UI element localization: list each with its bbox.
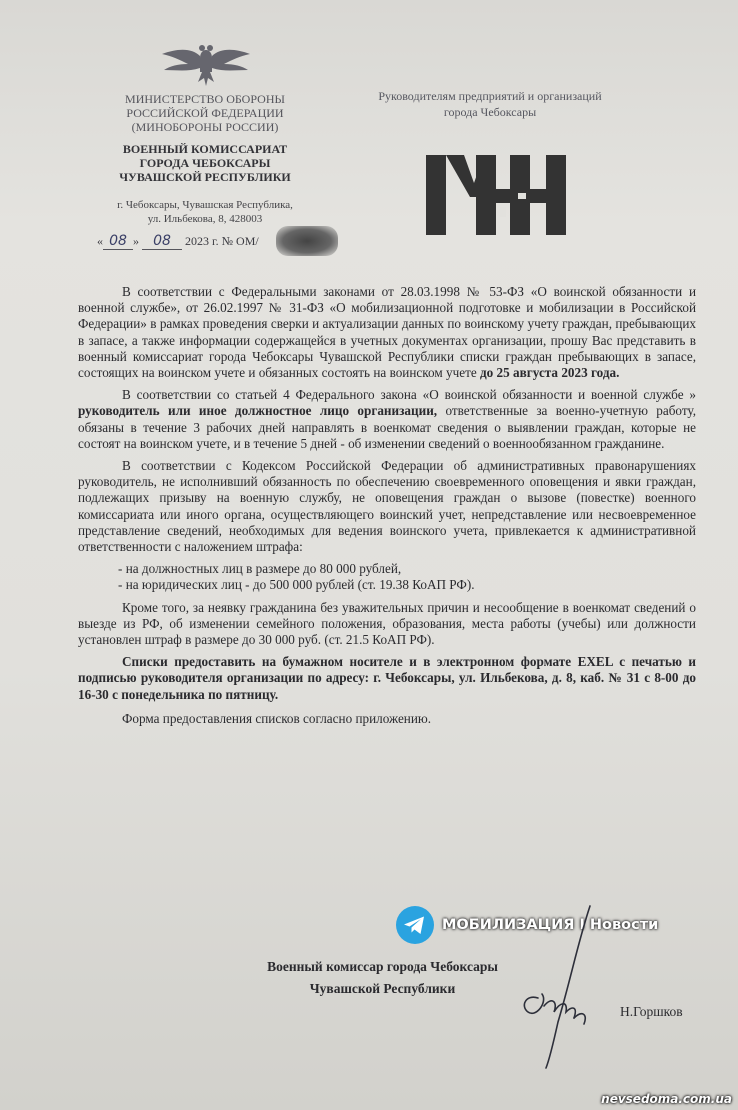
paragraph-law-end: ответственные за военно-учетную работу, обязаны в течение 3 рабочих дней направлять в военкомат сведения о выявлении граждан, которые не состоят на воинском учете, и в течение 5 дней - об изменении сведений о военнообязанном гражданине. [78,403,696,451]
paragraph-form-attachment: Форма предоставления списков согласно приложению. [122,710,432,726]
number-label: № ОМ/ [221,234,259,248]
fine-officials: - на должностных лиц в размере до 80 000 рублей, [118,561,402,577]
paragraph-failure-to-appear: Кроме того, за неявку гражданина без уважительных причин и несообщение в военкомат сведений о выезде из РФ, об изменении семейного положения, образования, места работы (учебы) или должности установлен штраф в размере до 30 000 руб. (ст. 21.5 КоАП РФ). [78,599,696,648]
ministry-line: МИНИСТЕРСТВО ОБОРОНЫ [125,92,285,106]
recipient-line: города Чебоксары [443,105,537,119]
date-year: 2023 г. [185,234,219,248]
signer-title [210,956,555,1000]
telegram-channel-name: МОБИЛИЗАЦИЯ I Новости [442,917,659,933]
paragraph-request-text: В соответствии с Федеральными законами от 28.03.1998 № 53-ФЗ «О воинской обязанности и военной службе», от 26.02.1997 № 31-ФЗ «О мобилизационной подготовке и мобилизации в Российской Федерации» в рамках проведения сверки и актуализации данных по воинскому учету граждан, пребывающих в запасе, а также информации содержащейся в учетных документах организации, прошу Вас представить в военный комиссариат города Чебоксары Чувашской Республики списки граждан пребывающих в запасе, состоящих на воинском учете и обязанных состоять на воинском учете [78,284,696,381]
address-line: г. Чебоксары, Чувашская Республика, [117,199,293,211]
signer-name: Н.Горшков [620,1004,683,1019]
address-line: ул. Ильбекова, 8, 428003 [147,213,263,225]
ministry-line: РОССИЙСКОЙ ФЕДЕРАЦИИ [126,106,284,120]
date-month: 08 [142,233,182,250]
commissariat-heading [90,142,320,184]
double-headed-eagle-emblem-icon [158,42,254,88]
site-watermark: nevsedoma.com.ua [601,1092,732,1106]
paragraph-law-start: В соответствии со статьей 4 Федерального закона «О воинской обязанности и военной службе » [122,387,696,403]
recipient-line: Руководителям предприятий и организаций [378,89,602,103]
paragraph-law-article-4 [78,387,696,452]
date-day: 08 [103,233,133,250]
ministry-line: (МИНОБОРОНЫ РОССИИ) [131,120,279,134]
commissariat-line: ГОРОДА ЧЕБОКСАРЫ [139,156,271,170]
handwritten-signature-icon [508,902,628,1072]
recipient-block [330,88,650,120]
paragraph-administrative-code: В соответствии с Кодексом Российской Федерации об административных правонарушениях руководитель, не исполнивший обязанность по обеспечению своевременного оповещения и явки граждан, подлежащих призыву на военную службу, не оповещения граждан о вызове (повестке) военного комиссариата или иного органа, осуществляющего воинский учет, непредставление или несвоевременное представление сведений, необходимых для ведения воинского учета, привлекается к административной ответственности с наложением штрафа: [78,458,696,555]
commissariat-line: ВОЕННЫЙ КОМИССАРИАТ [122,142,288,156]
letter-body [78,284,696,733]
redacted-number-blur [276,226,338,256]
mn-logo-icon [426,155,566,235]
commissariat-line: ЧУВАШСКОЙ РЕСПУБЛИКИ [119,170,291,184]
ministry-heading [100,92,310,134]
outgoing-number [97,233,259,250]
telegram-icon [396,906,434,944]
paragraph-submission-instructions: Списки предоставить на бумажном носителе и в электронном формате EXEL с печатью и подписью руководителя организации по адресу: г. Чебоксары, ул. Ильбекова, д. 8, каб. № 31 с 8-00 до 16-30 с понедельника по пятницу. [78,654,696,702]
signer-title-line: Военный комиссар города Чебоксары [267,959,498,974]
date-open-quote: « [97,234,103,248]
paragraph-request [78,284,696,381]
sender-address [90,198,320,226]
responsible-person-text: руководитель или иное должностное лицо организации, [78,403,438,419]
signer-title-line: Чувашской Республики [309,981,456,996]
deadline-text: до 25 августа 2023 года. [480,365,620,381]
fine-legal-entities: - на юридических лиц - до 500 000 рублей (ст. 19.38 КоАП РФ). [118,577,475,593]
date-close-quote: » [133,234,139,248]
